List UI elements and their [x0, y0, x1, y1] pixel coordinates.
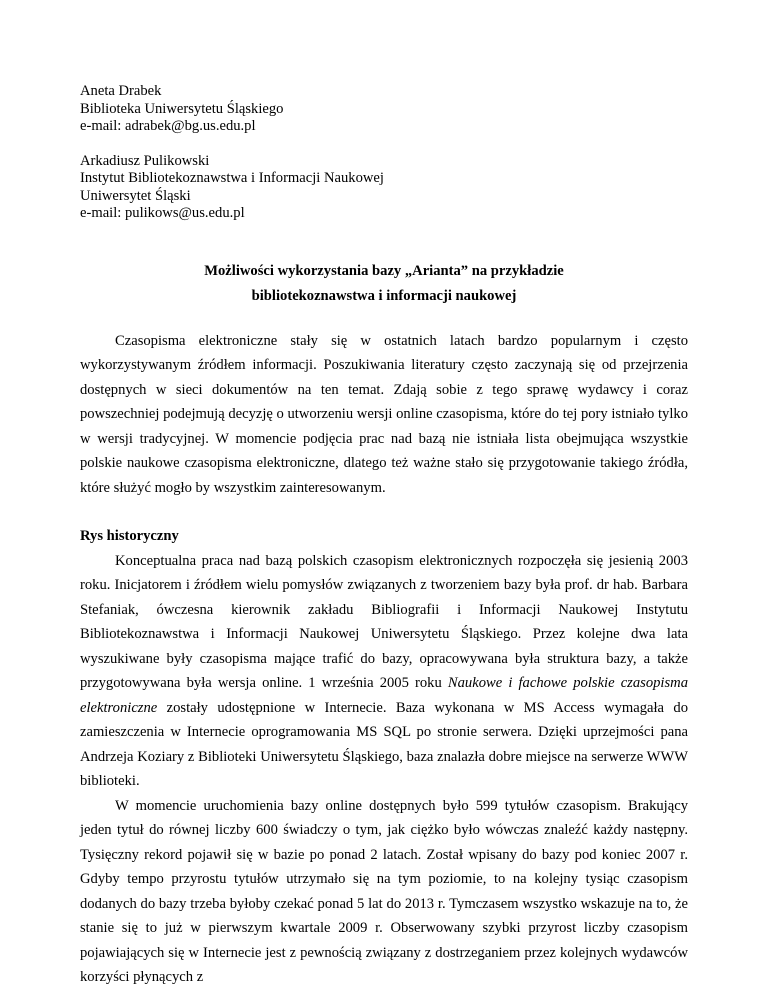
- author-affiliation: Uniwersytet Śląski: [80, 187, 191, 204]
- author-email: e-mail: adrabek@bg.us.edu.pl: [80, 118, 256, 134]
- paragraph-text: zostały udostępnione w Internecie. Baza wykonana w MS Access wymagała do zamieszczenia w Internecie oprogramowania MS SQL po stronie serwera. Dzięki uprzejmości pana Andrzeja Koziary z Biblioteki Uniwersytetu Śląskiego, baza znalazła dobre miejsce na serwerze WWW biblioteki.: [80, 699, 688, 789]
- title-line: bibliotekoznawstwa i informacji naukowej: [251, 287, 517, 304]
- section-heading: Rys historyczny: [80, 528, 179, 544]
- author-email: e-mail: pulikows@us.edu.pl: [80, 205, 245, 221]
- history-paragraph-2: W momencie uruchomienia bazy online dostępnych było 599 tytułów czasopism. Brakujący jeden tytuł do równej liczby 600 świadczy o tym, jak ciężko było wówczas znaleźć każdy następny. Tysięczny rekord pojawił się w bazie po ponad 2 latach. Został wpisany do bazy pod koniec 2007 r. Gdyby tempo przyrostu tytułów utrzymało się na tym poziomie, to na kolejny tysiąc czasopism dodanych do bazy trzeba byłoby czekać ponad 5 lat do 2013 r. Tymczasem wszystko wskazuje na to, że stanie się to już w pierwszym kwartale 2009 r. Obserwowany szybki przyrost liczby czasopism pojawiających się w Internecie jest z pewnością związany z dostrzeganiem przez kolejnych wydawców korzyści płynących z: [80, 797, 688, 985]
- title-line: Możliwości wykorzystania bazy „Arianta” na przykładzie: [204, 262, 564, 279]
- author-block-2: [80, 153, 688, 223]
- intro-paragraph: Czasopisma elektroniczne stały się w ostatnich latach bardzo popularnym i często wykorzystywanym źródłem informacji. Poszukiwania literatury często zaczynają się od przejrzenia dostępnych w sieci dokumentów na ten temat. Zdają sobie z tego sprawę wydawcy i coraz powszechniej podejmują decyzję o utworzeniu wersji online czasopisma, które do tej pory istniało tylko w wersji tradycyjnej. W momencie podjęcia prac nad bazą nie istniała lista obejmująca wszystkie polskie naukowe czasopisma elektroniczne, dlatego też ważne stało się przygotowanie takiego źródła, które służyć mogło by wszystkim zainteresowanym.: [80, 332, 688, 496]
- history-paragraph-1: [80, 549, 688, 794]
- database-name-italic: Naukowe i fachowe polskie czasopisma elektroniczne: [80, 675, 688, 716]
- article-title: [80, 259, 688, 309]
- author-affiliation: Biblioteka Uniwersytetu Śląskiego: [80, 100, 284, 117]
- paragraph-text: Konceptualna praca nad bazą polskich czasopism elektronicznych rozpoczęła się jesienią 2003 roku. Inicjatorem i źródłem wielu pomysłów związanych z tworzeniem bazy była prof. dr hab. Barbara Stefaniak, ówczesna kierownik zakładu Bibliografii i Informacji Naukowej Instytutu Bibliotekoznawstwa i Informacji Naukowej Uniwersytetu Śląskiego. Przez kolejne dwa lata wyszukiwane były czasopisma mające trafić do bazy, opracowywana była struktura bazy, a także przygotowywana była wersja online. 1 września 2005 roku: [80, 552, 688, 691]
- author-name: Aneta Drabek: [80, 83, 162, 99]
- author-affiliation: Instytut Bibliotekoznawstwa i Informacji Naukowej: [80, 170, 384, 186]
- author-name: Arkadiusz Pulikowski: [80, 152, 210, 169]
- document-page: [80, 83, 688, 990]
- author-block-1: [80, 83, 688, 136]
